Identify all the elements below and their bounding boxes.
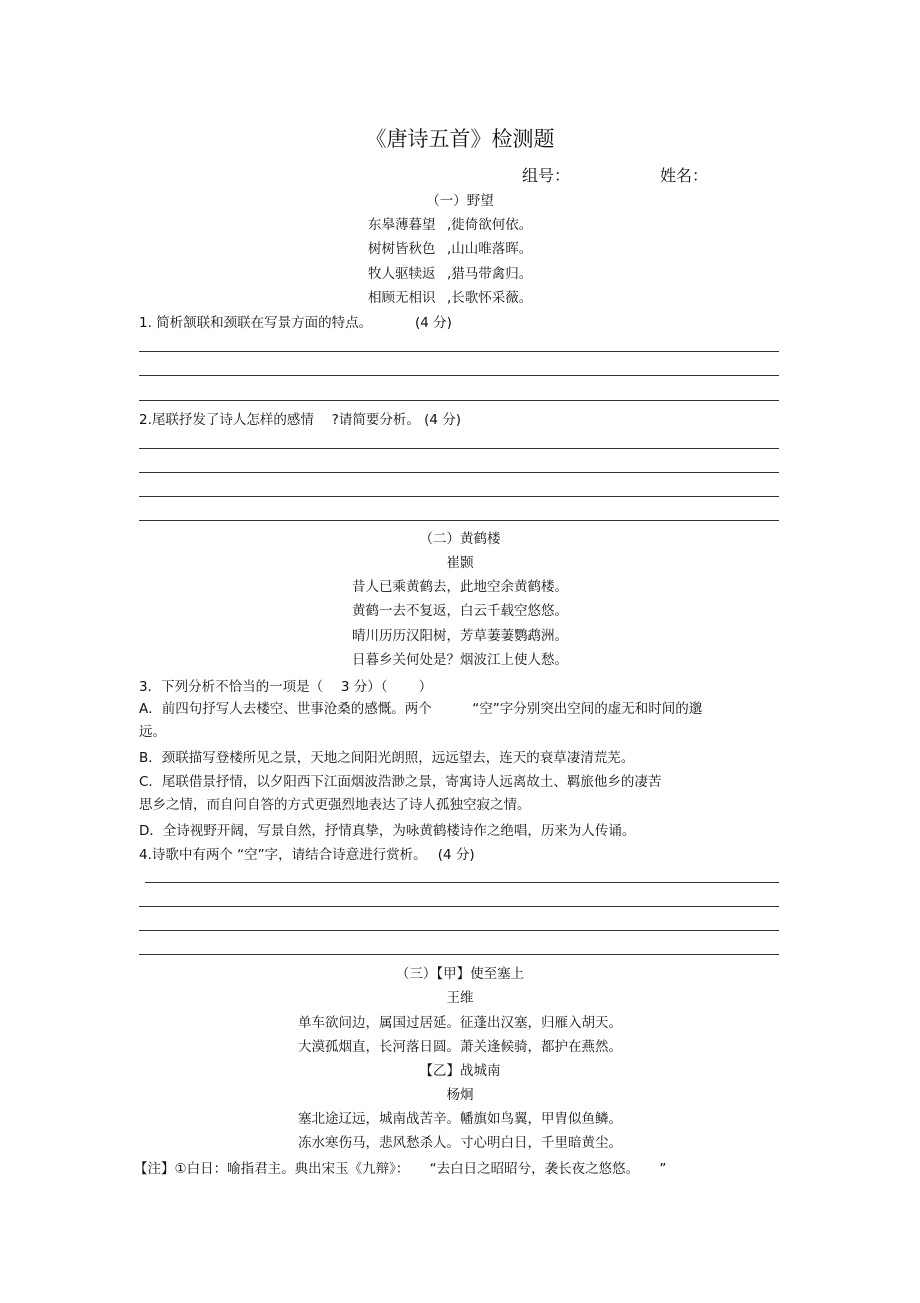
section1-heading: （一）野望 bbox=[426, 193, 494, 209]
page-title: 《唐诗五首》检测题 bbox=[365, 127, 555, 151]
answer-line bbox=[139, 930, 779, 931]
answer-line bbox=[139, 472, 779, 473]
option-b: B．颈联描写登楼所见之景，天地之间阳光朗照，远远望去，连天的衰草凄清荒芜。 bbox=[139, 750, 635, 766]
poem3b-line-1: 塞北途辽远，城南战苦辛。幡旗如鸟翼，甲胄似鱼鳞。 bbox=[298, 1111, 622, 1127]
answer-line bbox=[139, 400, 779, 401]
answer-line bbox=[139, 520, 779, 521]
question-1: 1. 简析颔联和颈联在写景方面的特点。 bbox=[139, 315, 373, 331]
answer-line bbox=[139, 375, 779, 376]
poem-line-1b: ,徙倚欲何依。 bbox=[447, 217, 533, 233]
poem-line-4a: 相顾无相识 bbox=[368, 290, 436, 306]
answer-line bbox=[139, 496, 779, 497]
option-c-line-2: 思乡之情，而自问自答的方式更强烈地表达了诗人孤独空寂之情。 bbox=[139, 797, 531, 813]
answer-line bbox=[139, 351, 779, 352]
question-4: 4.诗歌中有两个 “空”字，请结合诗意进行赏析。 (4 分) bbox=[139, 847, 475, 863]
poem3b-line-2: 冻水寒伤马，悲风愁杀人。寸心明白日，千里暗黄尘。 bbox=[298, 1135, 622, 1151]
section3-heading: （三）【甲】使至塞上 bbox=[395, 966, 525, 982]
question-2: 2.尾联抒发了诗人怎样的感情 ?请简要分析。 (4 分) bbox=[139, 412, 462, 428]
poem2-line-2: 黄鹤一去不复返，白云千载空悠悠。 bbox=[352, 603, 568, 619]
option-a-line-2: 远。 bbox=[139, 724, 166, 740]
poem2-line-3: 晴川历历汉阳树，芳草萋萋鹦鹉洲。 bbox=[352, 628, 568, 644]
question-3: 3．下列分析不恰当的一项是（ 3 分）（ ） bbox=[139, 679, 433, 695]
answer-line bbox=[139, 906, 779, 907]
section2-heading: （二）黄鹤楼 bbox=[419, 531, 501, 547]
footnote: 【注】①白日：喻指君主。典出宋玉《九辩》： “去白日之昭昭兮，袭长夜之悠悠。 ” bbox=[134, 1161, 667, 1177]
poem-line-3a: 牧人驱犊返 bbox=[368, 266, 436, 282]
answer-line bbox=[139, 954, 779, 955]
poem3a-line-2: 大漠孤烟直，长河落日圆。萧关逢候骑，都护在燕然。 bbox=[298, 1039, 622, 1055]
poem-line-1a: 东皋薄暮望 bbox=[368, 217, 436, 233]
poem3a-line-1: 单车欲问边，属国过居延。征蓬出汉塞，归雁入胡天。 bbox=[298, 1015, 622, 1031]
answer-line bbox=[145, 882, 779, 883]
section3-author-a: 王维 bbox=[446, 990, 474, 1006]
poem-line-3b: ,猎马带禽归。 bbox=[447, 266, 533, 282]
option-c-line-1: C．尾联借景抒情，以夕阳西下江面烟波浩渺之景，寄寓诗人远离故土、羁旅他乡的凄苦 bbox=[139, 774, 662, 790]
poem2-line-1: 昔人已乘黄鹤去，此地空余黄鹤楼。 bbox=[352, 579, 568, 595]
poem-line-2b: ,山山唯落晖。 bbox=[447, 241, 533, 257]
poem2-line-4: 日暮乡关何处是？烟波江上使人愁。 bbox=[352, 652, 568, 668]
section3-author-b: 杨炯 bbox=[446, 1087, 474, 1103]
poem-line-4b: ,长歌怀采薇。 bbox=[447, 290, 533, 306]
answer-line bbox=[139, 448, 779, 449]
section2-author: 崔颢 bbox=[446, 555, 474, 571]
option-a-line-1: A．前四句抒写人去楼空、世事沧桑的感慨。两个 “空”字分别突出空间的虚无和时间的邈 bbox=[139, 701, 703, 717]
option-d: D．全诗视野开阔，写景自然，抒情真挚，为咏黄鹤楼诗作之绝唱，历来为人传诵。 bbox=[139, 823, 636, 839]
question-1-score: (4 分) bbox=[415, 315, 452, 331]
section3-heading-b: 【乙】战城南 bbox=[419, 1063, 501, 1079]
poem-line-2a: 树树皆秋色 bbox=[368, 241, 436, 257]
group-label: 组号： bbox=[522, 166, 571, 185]
name-label: 姓名： bbox=[660, 166, 709, 185]
